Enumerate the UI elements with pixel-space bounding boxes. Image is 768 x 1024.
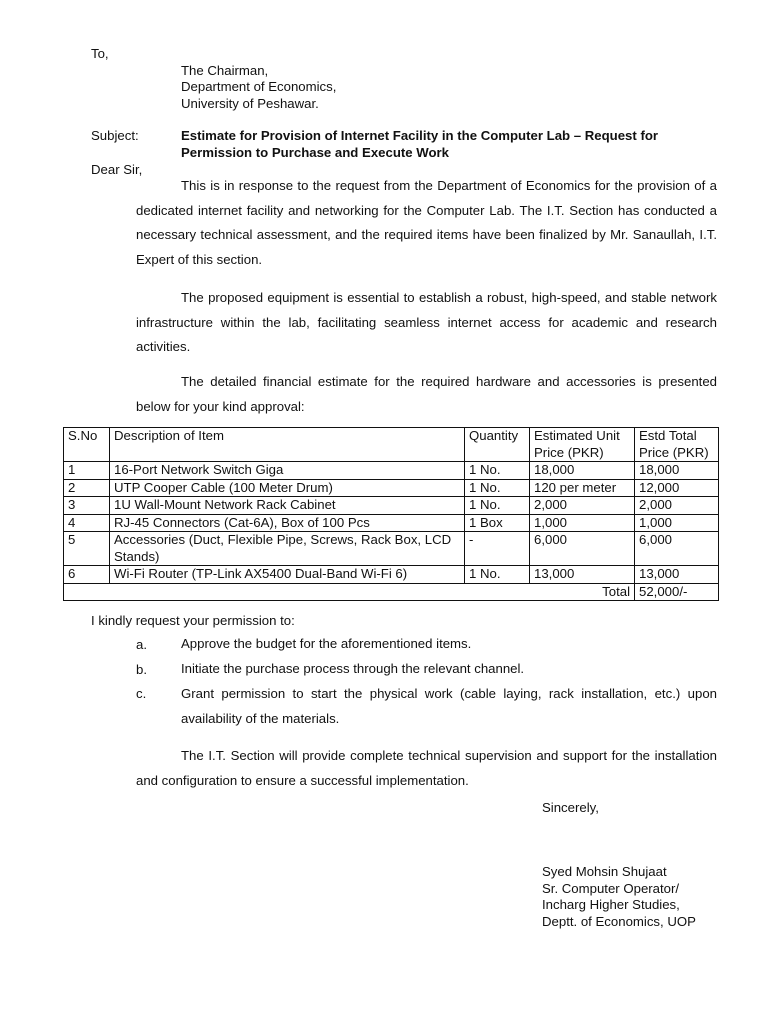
table-row: [64, 479, 719, 497]
cell-quantity: 1 No.: [465, 566, 530, 584]
list-item-letter: b.: [136, 662, 147, 677]
cell-description: Accessories (Duct, Flexible Pipe, Screws, Rack Box, LCD Stands): [110, 532, 465, 566]
cell-total-price: 13,000: [635, 566, 719, 584]
signature-name: Syed Mohsin Shujaat: [542, 864, 667, 879]
cell-sno: 4: [64, 514, 110, 532]
sign-off: Sincerely,: [542, 800, 599, 815]
cell-unit-price: 13,000: [530, 566, 635, 584]
cell-quantity: 1 No.: [465, 462, 530, 480]
cell-unit-price: 120 per meter: [530, 479, 635, 497]
cell-total-price: 12,000: [635, 479, 719, 497]
table-row: [64, 532, 719, 566]
list-item-text: Initiate the purchase process through the relevant channel.: [181, 661, 525, 676]
subject-label: Subject:: [91, 128, 139, 143]
table-row: [64, 566, 719, 584]
cell-quantity: 1 Box: [465, 514, 530, 532]
cell-total-price: 18,000: [635, 462, 719, 480]
paragraph-closing: The I.T. Section will provide complete technical supervision and support for the installation and configuration to ensure a successful implementation.: [136, 748, 717, 788]
list-item-letter: c.: [136, 686, 147, 701]
estimate-table: [63, 427, 719, 601]
cell-description: Wi-Fi Router (TP-Link AX5400 Dual-Band Wi-Fi 6): [110, 566, 465, 584]
list-item-text: Grant permission to start the physical work (cable laying, rack installation, etc.) upon availability of the materials.: [181, 686, 717, 726]
signature-line: Deptt. of Economics, UOP: [542, 914, 696, 929]
total-label: Total: [64, 583, 635, 601]
cell-unit-price: 6,000: [530, 532, 635, 566]
cell-unit-price: 18,000: [530, 462, 635, 480]
cell-unit-price: 1,000: [530, 514, 635, 532]
table-total-row: [64, 583, 719, 601]
cell-total-price: 1,000: [635, 514, 719, 532]
cell-unit-price: 2,000: [530, 497, 635, 515]
col-header-description: Description of Item: [110, 428, 465, 462]
signature-line: Sr. Computer Operator/: [542, 881, 680, 896]
col-header-sno: S.No: [64, 428, 110, 462]
cell-quantity: 1 No.: [465, 497, 530, 515]
list-item-text: Approve the budget for the aforementioned items.: [181, 636, 472, 651]
cell-quantity: 1 No.: [465, 479, 530, 497]
recipient-line: Department of Economics,: [181, 79, 337, 94]
paragraph-request: This is in response to the request from the Department of Economics for the provision of a dedicated internet facility and networking for the Computer Lab. The I.T. Section has conducted a necessary technical assessment, and the required items have been finalized by Mr. Sanaullah, I.T. Expert of this section.: [136, 178, 717, 267]
cell-description: 16-Port Network Switch Giga: [110, 462, 465, 480]
letter-to: To,: [91, 46, 109, 61]
cell-description: UTP Cooper Cable (100 Meter Drum): [110, 479, 465, 497]
list-item-letter: a.: [136, 637, 147, 652]
subject-line: Permission to Purchase and Execute Work: [181, 145, 449, 160]
salutation: Dear Sir,: [91, 162, 143, 177]
cell-description: RJ-45 Connectors (Cat-6A), Box of 100 Pcs: [110, 514, 465, 532]
cell-sno: 1: [64, 462, 110, 480]
recipient-line: University of Peshawar.: [181, 96, 319, 111]
col-header-unit-price: Estimated Unit Price (PKR): [530, 428, 635, 462]
cell-total-price: 2,000: [635, 497, 719, 515]
paragraph-estimate: The detailed financial estimate for the required hardware and accessories is presented below for your kind approval:: [136, 374, 717, 414]
total-value: 52,000/-: [635, 583, 719, 601]
cell-sno: 5: [64, 532, 110, 566]
table-header-row: [64, 428, 719, 462]
cell-sno: 6: [64, 566, 110, 584]
signature-line: Incharg Higher Studies,: [542, 897, 680, 912]
table-row: [64, 514, 719, 532]
subject-line: Estimate for Provision of Internet Facility in the Computer Lab – Request for: [181, 128, 659, 143]
cell-quantity: -: [465, 532, 530, 566]
recipient-line: The Chairman,: [181, 63, 269, 78]
table-row: [64, 497, 719, 515]
col-header-quantity: Quantity: [465, 428, 530, 462]
cell-description: 1U Wall-Mount Network Rack Cabinet: [110, 497, 465, 515]
table-row: [64, 462, 719, 480]
col-header-total-price: Estd Total Price (PKR): [635, 428, 719, 462]
cell-total-price: 6,000: [635, 532, 719, 566]
request-intro: I kindly request your permission to:: [91, 613, 295, 628]
cell-sno: 3: [64, 497, 110, 515]
cell-sno: 2: [64, 479, 110, 497]
paragraph-equipment: The proposed equipment is essential to establish a robust, high-speed, and stable network infrastructure within the lab, facilitating seamless internet access for academic and research activities.: [136, 290, 717, 354]
